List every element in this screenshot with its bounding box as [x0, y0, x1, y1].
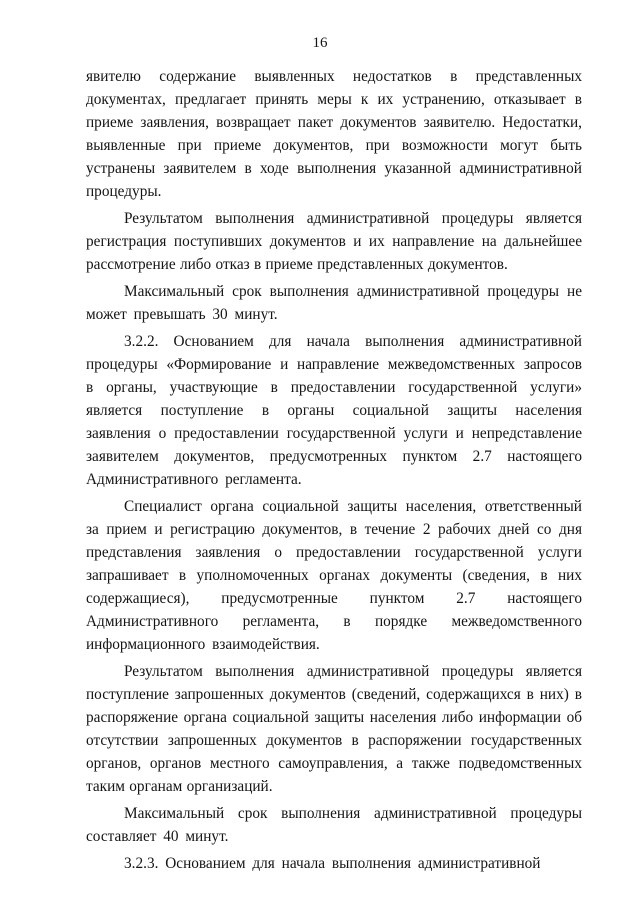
paragraph-request-result: Результатом выполнения административной процедуры является поступление запрошенных документов (сведений, содержащихся в них) в распоряжение органа социальной защиты населения либо информации об отсутствии запрошенных документов в распоряжении государственных органов, органов местного самоуправления, а также подведомственных таким органам организаций. [86, 663, 582, 795]
paragraph-3-2-2: 3.2.2. Основанием для начала выполнения административной процедуры «Формирование и направление межведомственных запросов в органы, участвующие в предоставлении государственной услуги» является поступление в органы социальной защиты населения заявления о предоставлении государственной услуги и непредставление заявителем документов, предусмотренных пунктом 2.7 настоящего Административного регламента. [86, 333, 582, 488]
paragraph-max-time-40: Максимальный срок выполнения административной процедуры составляет 40 минут. [86, 805, 582, 845]
paragraph-continuation: явителю содержание выявленных недостатков в представленных документах, предлагает принять меры к их устранению, отказывает в приеме заявления, возвращает пакет документов заявителю. Недостатки, выявленные при приеме документов, при возможности могут быть устранены заявителем в ходе выполнения указанной административной процедуры. [86, 68, 582, 200]
paragraph-specialist: Специалист органа социальной защиты населения, ответственный за прием и регистрацию документов, в течение 2 рабочих дней со дня представления заявления о предоставлении государственной услуги запрашивает в уполномоченных органах документы (сведения, в них содержащиеся), предусмотренные пунктом 2.7 настоящего Административного регламента, в порядке межведомственного информационного взаимодействия. [86, 498, 582, 653]
paragraph-3-2-3: 3.2.3. Основанием для начала выполнения административной [124, 855, 541, 872]
page-number: 16 [312, 35, 328, 51]
document-body [86, 65, 582, 879]
paragraph-registration-result: Результатом выполнения административной процедуры является регистрация поступивших документов и их направление на дальнейшее рассмотрение либо отказ в приеме представленных документов. [86, 210, 582, 273]
paragraph-max-time-30: Максимальный срок выполнения административной процедуры не может превышать 30 минут. [86, 283, 582, 323]
